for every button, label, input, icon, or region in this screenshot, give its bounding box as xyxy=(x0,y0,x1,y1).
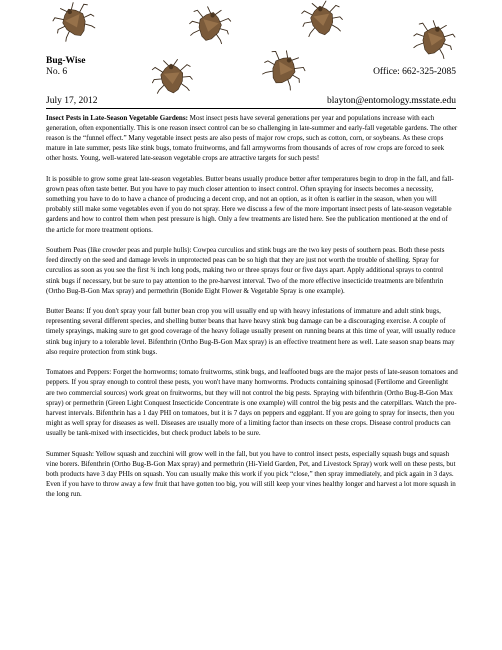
intro-heading: Insect Pests in Late-Season Vegetable Gardens: xyxy=(46,114,188,122)
stink-bug-icon xyxy=(297,0,347,42)
issue-date: July 17, 2012 xyxy=(46,96,98,106)
butter-beans-paragraph: Butter Beans: If you don't spray your fall butter bean crop you will usually end up with heavy infestations of immature and adult stink bugs, representing several different species, and shelling butter beans that have heavy stink bug damage can be a discouraging exercise. A couple of timely sprayings, making sure to get good coverage of the heavy foliage usually present on running beans at this time of year, will usually reduce stink bug injury to a tolerable level. Bifenthrin (Ortho Bug-B-Gon Max spray) is an effective treatment here as well. Late season snap beans may also require protection from stink bugs. xyxy=(46,307,456,356)
intro-paragraph xyxy=(46,113,458,163)
publication-title: Bug-Wise xyxy=(46,56,86,66)
tomatoes-peppers-paragraph: Tomatoes and Peppers: Forget the hornworms; tomato fruitworms, stink bugs, and leaffooted bugs are the major pests of late-season tomatoes and peppers. If you spray enough to control these pests, you won't have many hornworms. Products containing spinosad (Fertilome and Greenlight are two commercial sources) work great on fruitworms, but they will not control the big pests. Spraying with bifenthrin (Ortho Bug-B-Gon Max spray) or permethrin (Green Light Conquest Insecticide Concentrate is one example) will control the big pests and the caterpillars. Watch the pre-harvest intervals. Bifenthrin has a 1 day PHI on tomatoes, but it is 7 days on peppers and eggplant. If you are going to spray for insects, then you might as well spray for diseases as well. Diseases are usually more of a limiting factor than insects on these crops. Disease control products can usually be tank-mixed with insecticides, but check product labels to be sure. xyxy=(46,368,458,437)
header-divider xyxy=(46,108,456,109)
article-paragraph: It is possible to grow some great late-season vegetables. Butter beans usually produce better after temperatures begin to drop in the fall, and fall-grown peas often taste better. But you have to pay much closer attention to insect control. Often spraying for insects becomes a necessity, something you have to do to have a chance of producing a decent crop, and not an option, as it often is earlier in the season, when you will probably still make some vegetables even if you do not spray. Here we discuss a few of the more important insect pests of late-season vegetable gardens and how to control them when pest pressure is high. Only a few treatments are listed here. See the publication mentioned at the end of the article for more treatment options. xyxy=(46,175,454,234)
date-row xyxy=(46,96,456,107)
summer-squash-paragraph: Summer Squash: Yellow squash and zucchini will grow well in the fall, but you have to control insect pests, especially squash bugs and squash vine borers. Bifenthrin (Ortho Bug-B-Gon Max spray) and permethrin (Hi-Yield Garden, Pet, and Livestock Spray) work well on these pests, but both products have 3 day PHIs on squash. You can usually make this work if you pick “close,” then spray immediately, and pick again in 3 days. Even if you have to throw away a few fruit that have gotten too big, you will still keep your vines healthy longer and harvest a lot more squash in the long run. xyxy=(46,449,456,498)
author-email[interactable]: blayton@entomology.msstate.edu xyxy=(327,96,456,106)
intro-body: Most insect pests have several generations per year and populations increase with each generation, often exponentially. This is one reason insect control can be so challenging in late-summer and early-fall vegetable gardens. The other reason is the “funnel effect.” Many vegetable insect pests are also pests of major row crops, such as cotton, corn, or soybeans. As these crops mature in late summer, pests like stink bugs, tomato fruitworms, and fall armyworms from thousands of acres of row crops are forced to seek other hosts. Young, well-watered late-season vegetable crops are attractive targets for such pests! xyxy=(46,114,458,163)
office-phone: Office: 662-325-2085 xyxy=(373,67,456,77)
southern-peas-paragraph: Southern Peas (like crowder peas and purple hulls): Cowpea curculios and stink bugs are the two key pests of southern peas. Both these pests feed directly on the seed and damage levels in unprotected peas can be so high that they are just not worth the trouble of shelling. Spray for curculios as soon as you see the first ¾ inch long pods, making two or three sprays four or five days apart. Apply additional sprays to control stink bugs if necessary, but be sure to pay attention to the pre-harvest interval. Two of the more effective insecticide treatments are bifenthrin (Ortho Bug-B-Gon Max spray) and permethrin (Bonide Eight Flower & Vegetable Spray is one example). xyxy=(46,246,445,295)
stink-bug-icon xyxy=(46,0,102,48)
stink-bug-icon xyxy=(184,1,236,49)
article-body xyxy=(46,113,458,510)
issue-number: No. 6 xyxy=(46,67,68,77)
masthead xyxy=(46,56,456,78)
